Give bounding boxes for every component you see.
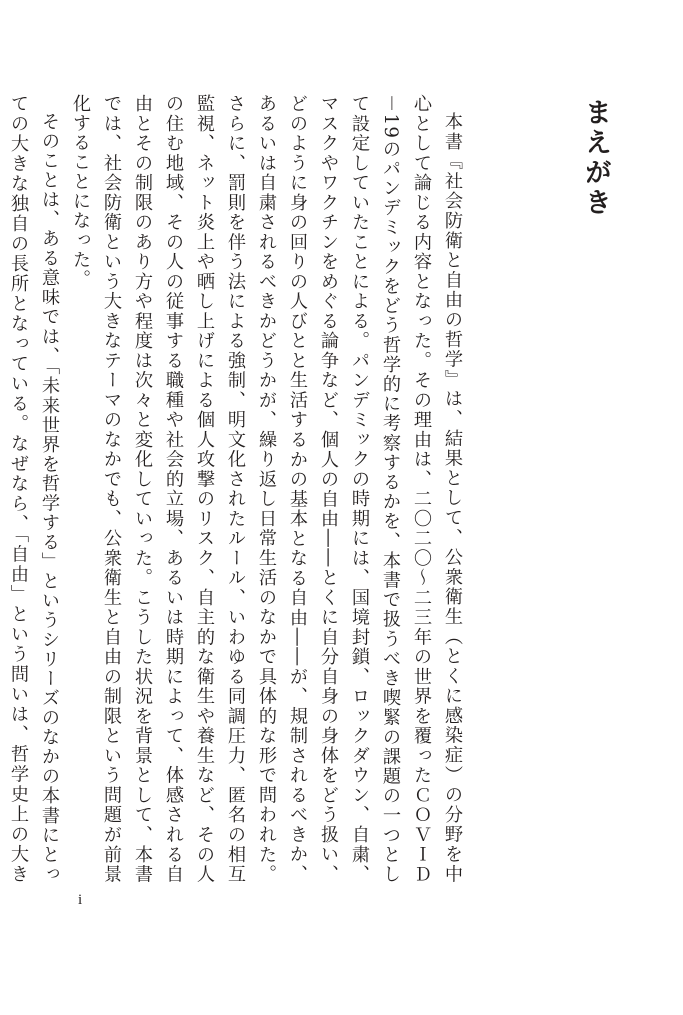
page-number: i <box>78 892 83 908</box>
paragraph-1: 本書『社会防衛と自由の哲学』は、結果として、公衆衛生（とくに感染症）の分野を中心として論じる内容となった。その理由は、二〇二〇～二三年の世界を覆ったＣＯＶＩＤ－19のパンデミックをどう哲学的に考察するかを、本書で扱うべき喫緊の課題の一つとして設定していたことによる。パンデミックの時期には、国境封鎖、ロックダウン、自粛、マスクやワクチンをめぐる論争など、個人の自由――とくに自分自身の身体をどう扱い、どのように身の回りの人びとと生活するかの基本となる自由――が、規制されるべきか、あるいは自粛されるべきかどうかが、繰り返し日常生活のなかで具体的な形で問われた。さらに、罰則を伴う法による強制、明文化されたルール、いわゆる同調圧力、匿名の相互監視、ネット炎上や晒し上げによる個人攻撃のリスク、自主的な衛生や養生など、その人の住む地域、その人の従事する職種や社会的立場、あるいは時期によって、体感される自由とその制限のあり方や程度は次々と変化していった。こうした状況を背景として、本書では、社会防衛という大きなテーマのなかでも、公衆衛生と自由の制限という問題が前景化することになった。 <box>70 94 463 884</box>
paragraph-2: そのことは、ある意味では、「未来世界を哲学する」というシリーズのなかの本書にとっての大きな独自の長所となっている。なぜなら、「自由」という問いは、哲学史上の大き <box>8 94 60 884</box>
body-text <box>8 94 468 884</box>
page-title: まえがき <box>580 98 611 218</box>
